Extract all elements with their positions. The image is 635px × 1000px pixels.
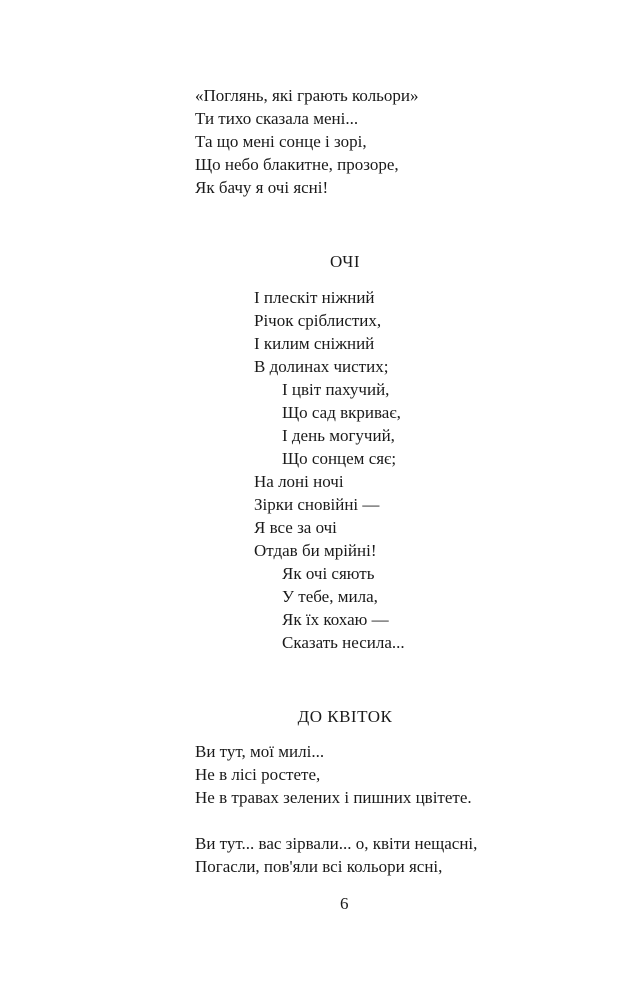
poem-line: Отдав би мрійні! — [254, 541, 377, 560]
poem-title: ОЧІ — [329, 252, 361, 271]
poem-line: І цвіт пахучий, — [282, 380, 390, 399]
poem-line: Ти тихо сказала мені... — [195, 109, 359, 128]
poem-line: В долинах чистих; — [254, 357, 389, 376]
poem-line: Не в лісі ростете, — [195, 765, 321, 784]
poem-line: Ви тут... вас зірвали... о, квіти нещасні, — [195, 834, 478, 853]
poem-line: Як очі сяють — [282, 564, 375, 583]
poem-line: У тебе, мила, — [282, 587, 378, 606]
poem-line: На лоні ночі — [254, 472, 344, 491]
poem-line: Як бачу я очі ясні! — [195, 178, 329, 197]
poem-line: «Поглянь, які грають кольори» — [195, 86, 419, 105]
poem-title: ДО КВІТОК — [297, 707, 393, 726]
poem-line: Сказать несила... — [282, 633, 405, 652]
poem-line: Зірки сновійні — — [254, 495, 380, 514]
poem-line: І день могучий, — [282, 426, 395, 445]
poem-line: І килим сніжний — [254, 334, 375, 353]
poem-line: Що сад вкриває, — [282, 403, 401, 422]
poem-line: Я все за очі — [254, 518, 337, 537]
poem-line: Як їх кохаю — — [282, 610, 389, 629]
poem-line: Та що мені сонце і зорі, — [195, 132, 367, 151]
page-number: 6 — [340, 894, 349, 913]
poem-line: Що сонцем сяє; — [282, 449, 397, 468]
poem-line: Що небо блакитне, прозоре, — [195, 155, 399, 174]
poem-line: Не в травах зелених і пишних цвітете. — [195, 788, 472, 807]
poem-line: Ви тут, мої милі... — [195, 742, 325, 761]
poem-line: Річок сріблистих, — [254, 311, 382, 330]
poem-line: Погасли, пов'яли всі кольори ясні, — [195, 857, 443, 876]
poem-line: І плескіт ніжний — [254, 288, 375, 307]
